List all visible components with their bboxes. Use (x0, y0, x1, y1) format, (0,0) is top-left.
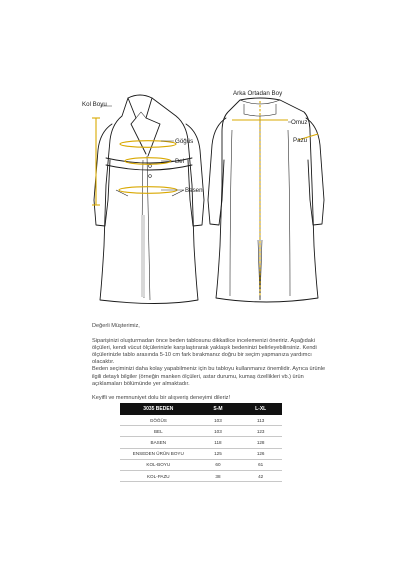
label-basen: Basen (185, 187, 203, 194)
closing-message: Keyifli ve memnuniyet dolu bir alışveriş deneyimi dileriz! (92, 394, 231, 401)
value-lxl: 61 (239, 459, 282, 470)
value-sm: 103 (197, 426, 240, 437)
table-row (120, 426, 282, 437)
header-size-sm: S-M (197, 403, 240, 415)
size-table-header (120, 403, 282, 415)
label-omuz: Omuz (291, 119, 308, 126)
paragraph-table-usage: Beden seçiminizi daha kolay yapabilmeniz için bu tabloyu kullanmanız önemlidir. Ayrıca ürünle ilgili detaylı bilgiler (örneğin manken ölçüleri, astar durumu, kumaş özellikleri vb.) ürün açıklamaları bölümünde yer almaktadır. (92, 366, 326, 387)
value-sm: 38 (197, 470, 240, 481)
row-label: KOL-BOYU (120, 459, 197, 470)
coat-front-view (94, 95, 204, 304)
value-lxl: 126 (239, 448, 282, 459)
value-lxl: 123 (239, 426, 282, 437)
row-label: KOL-PAZU (120, 470, 197, 481)
value-sm: 103 (197, 415, 240, 426)
header-model: 3035 BEDEN (120, 403, 197, 415)
row-label: GÖĞÜS (120, 415, 197, 426)
table-row (120, 437, 282, 448)
info-text (92, 323, 332, 402)
paragraph-size-advice: Siparişinizi oluşturmadan önce beden tablosunu dikkatlice incelemenizi öneririz. Aşağıdaki ölçüleri, kendi vücut ölçülerinizle karşılaştırarak yaklaşık bedeninizi belirleyebilirsiniz. Kendi ölçülerinizle tablo arasında 5-10 cm fark bırakmanız doğru bir seçim yapmanıza yardımcı olacaktır. (92, 338, 317, 366)
value-sm: 125 (197, 448, 240, 459)
value-lxl: 113 (239, 415, 282, 426)
label-pazu: Pazu (293, 137, 308, 144)
label-kol-boyu: Kol Boyu (82, 101, 107, 108)
table-row (120, 415, 282, 426)
row-label: BASEN (120, 437, 197, 448)
label-bel: Bel (175, 158, 184, 165)
value-sm: 60 (197, 459, 240, 470)
value-lxl: 128 (239, 437, 282, 448)
label-gogus: Göğüs (175, 138, 194, 145)
header-size-lxl: L-XL (239, 403, 282, 415)
label-arka-ortadan-boy: Arka Ortadan Boy (233, 90, 283, 97)
back-measurements (232, 101, 318, 296)
table-row (120, 459, 282, 470)
coat-back-view (208, 98, 324, 302)
value-lxl: 42 (239, 470, 282, 481)
row-label: ENSEDEN ÜRÜN BOYU (120, 448, 197, 459)
value-sm: 118 (197, 437, 240, 448)
row-label: BEL (120, 426, 197, 437)
table-row (120, 448, 282, 459)
size-table (120, 403, 282, 482)
table-row (120, 470, 282, 481)
greeting: Değerli Müşterimiz, (92, 323, 140, 329)
